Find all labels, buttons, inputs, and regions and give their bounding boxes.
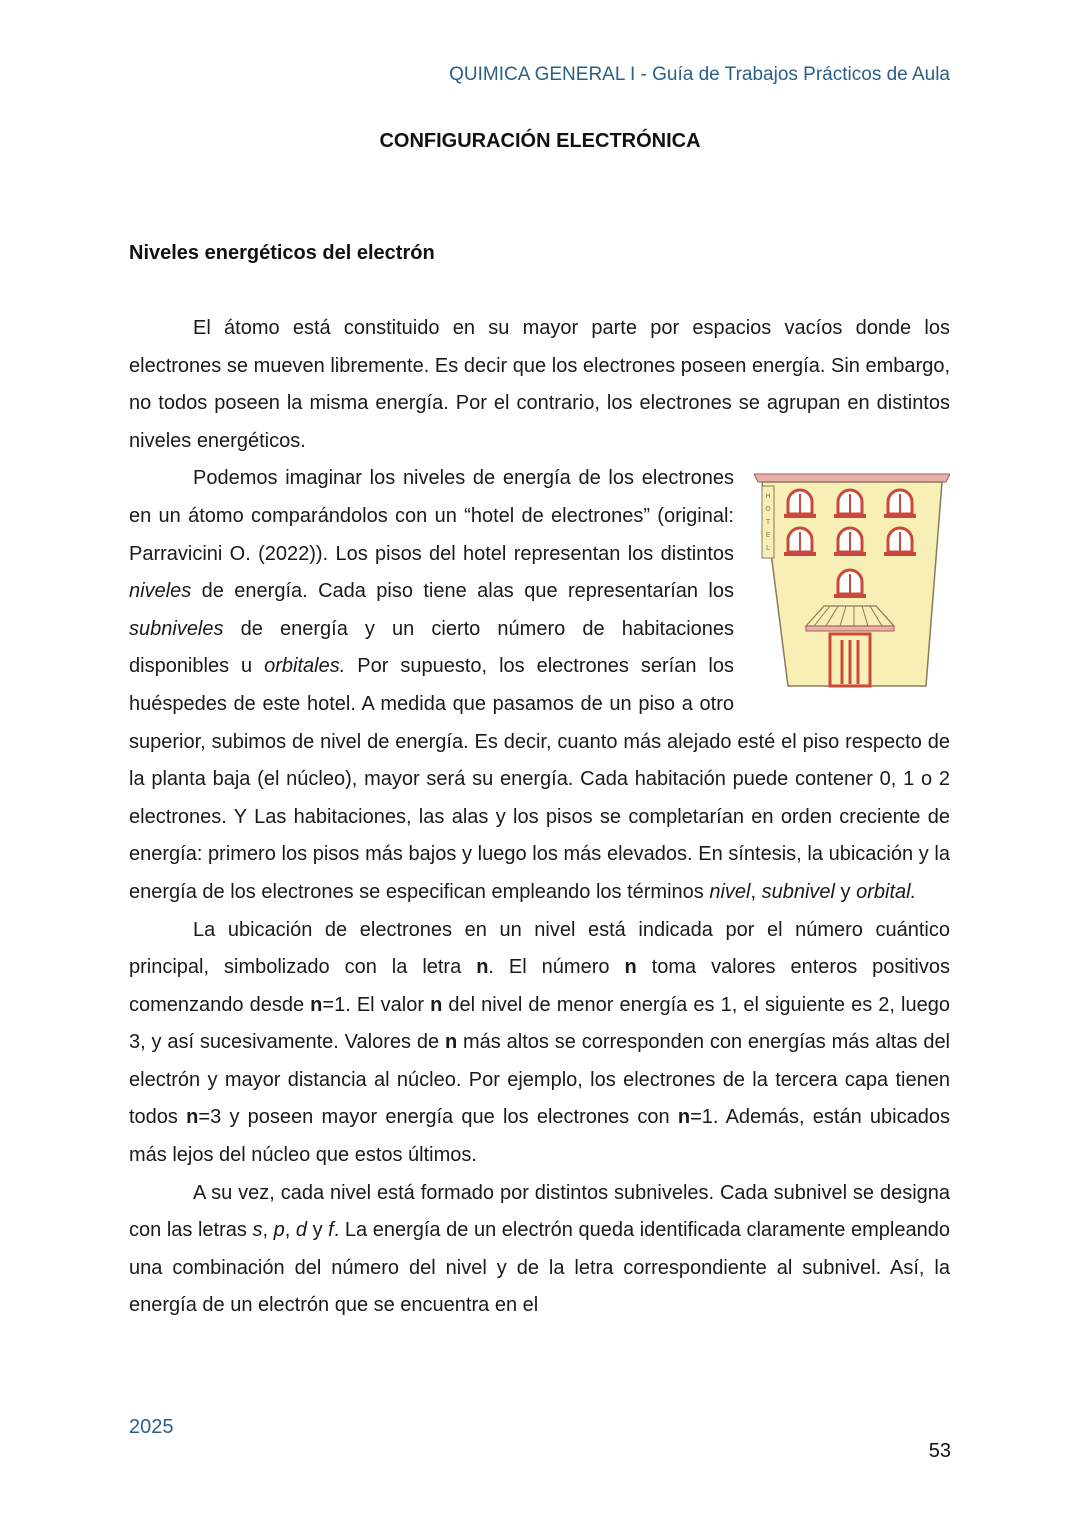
sign-letter: L bbox=[766, 544, 770, 553]
section-heading: Niveles energéticos del electrón bbox=[129, 242, 435, 264]
page-title: CONFIGURACIÓN ELECTRÓNICA bbox=[379, 130, 701, 152]
sign-letter: T bbox=[765, 518, 771, 527]
hotel-icon bbox=[750, 464, 950, 690]
running-header: QUIMICA GENERAL I - Guía de Trabajos Prácticos de Aula bbox=[449, 64, 950, 85]
hotel-illustration bbox=[750, 464, 958, 696]
paragraph-2: H O T E L Podemos imaginar los niveles de energía de los electrones en un átomo comparándolos con un “hotel de electrones” (original: Parravicini O. (2022)). Los pisos del hotel representan los distintos niveles de energía. Cada piso tiene alas que representarían los subniveles de energía y un cierto número de habitaciones disponibles u orbitales. Por supuesto, los electrones serían los huéspedes de este hotel. A medida que pasamos de un piso a otro superior, subimos de nivel de energía. Es decir, cuanto más alejado esté el piso respecto de la planta baja (el núcleo), mayor será su energía. Cada habitación puede contener 0, 1 o 2 electrones. Y Las habitaciones, las alas y los pisos se completarían en orden creciente de energía: primero los pisos más bajos y luego los más elevados. En síntesis, la ubicación y la energía de los electrones se especifican empleando los términos nivel, subnivel y orbital. bbox=[129, 460, 950, 911]
sign-letter: E bbox=[765, 531, 771, 540]
sign-letter: O bbox=[765, 505, 771, 514]
footer-year: 2025 bbox=[129, 1416, 174, 1438]
body-text bbox=[129, 310, 950, 1325]
page-number: 53 bbox=[928, 1440, 951, 1462]
sign-letter: H bbox=[765, 492, 771, 501]
paragraph-3: La ubicación de electrones en un nivel está indicada por el número cuántico principal, simbolizado con la letra n. El número n toma valores enteros positivos comenzando desde n=1. El valor n del nivel de menor energía es 1, el siguiente es 2, luego 3, y así sucesivamente. Valores de n más altos se corresponden con energías más altas del electrón y mayor distancia al núcleo. Por ejemplo, los electrones de la tercera capa tienen todos n=3 y poseen mayor energía que los electrones con n=1. Además, están ubicados más lejos del núcleo que estos últimos. bbox=[129, 918, 951, 1167]
paragraph-1: El átomo está constituido en su mayor parte por espacios vacíos donde los electrones se mueven libremente. Es decir que los electrones poseen energía. Sin embargo, no todos poseen la misma energía. Por el contrario, los electrones se agrupan en distintos niveles energéticos. bbox=[129, 317, 950, 452]
paragraph-4: A su vez, cada nivel está formado por distintos subniveles. Cada subnivel se designa con las letras s, p, d y f. La energía de un electrón queda identificada claramente empleando una combinación del número del nivel y de la letra correspondiente al subnivel. Así, la energía de un electrón que se encuentra en el bbox=[129, 1181, 950, 1317]
